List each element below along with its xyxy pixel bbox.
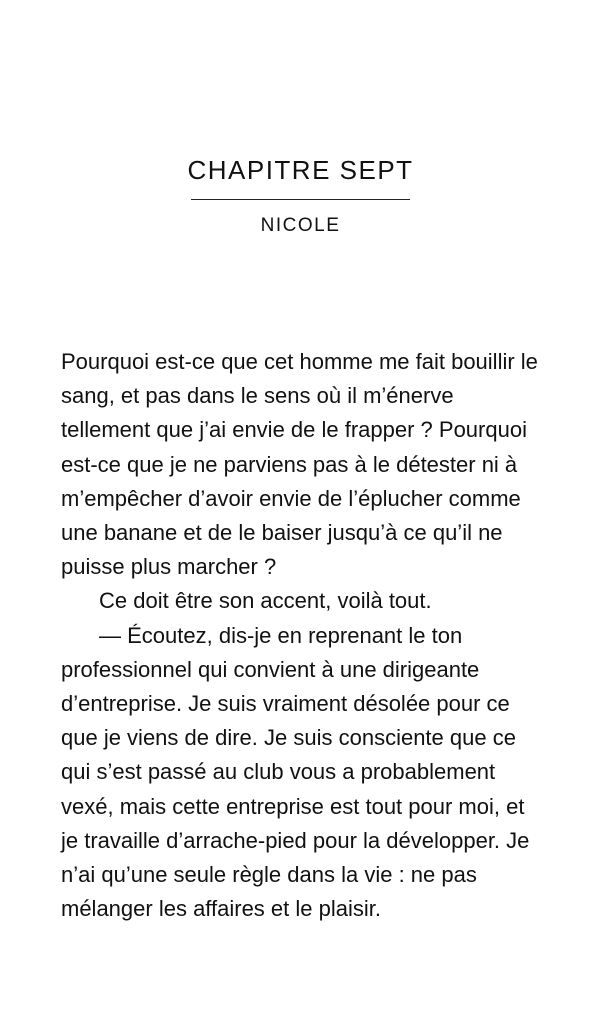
chapter-title: CHAPITRE SEPT [187, 155, 414, 185]
chapter-subtitle: NICOLE [260, 215, 341, 236]
chapter-body [61, 345, 543, 926]
paragraph-3: — Écoutez, dis-je en reprenant le ton professionnel qui convient à une dirigeante d’entreprise. Je suis vraiment désolée pour ce que je viens de dire. Je suis consciente que ce qui s’est passé au club vous a probablement vexé, mais cette entreprise est tout pour moi, et je travaille d’arrache-pied pour la développer. Je n’ai qu’une seule règle dans la vie : ne pas mélanger les affaires et le plaisir. [61, 622, 530, 922]
paragraph-1: Pourquoi est-ce que cet homme me fait bouillir le sang, et pas dans le sens où il m’énerve tellement que j’ai envie de le frapper ? Pourquoi est-ce que je ne parviens pas à le détester ni à m’empêcher d’avoir envie de l’éplucher comme une banane et de le baiser jusqu’à ce qu’il ne puisse plus marcher ? [61, 349, 538, 580]
chapter-header [0, 152, 601, 240]
paragraph-2: Ce doit être son accent, voilà tout. [99, 588, 432, 614]
chapter-divider [191, 199, 410, 200]
